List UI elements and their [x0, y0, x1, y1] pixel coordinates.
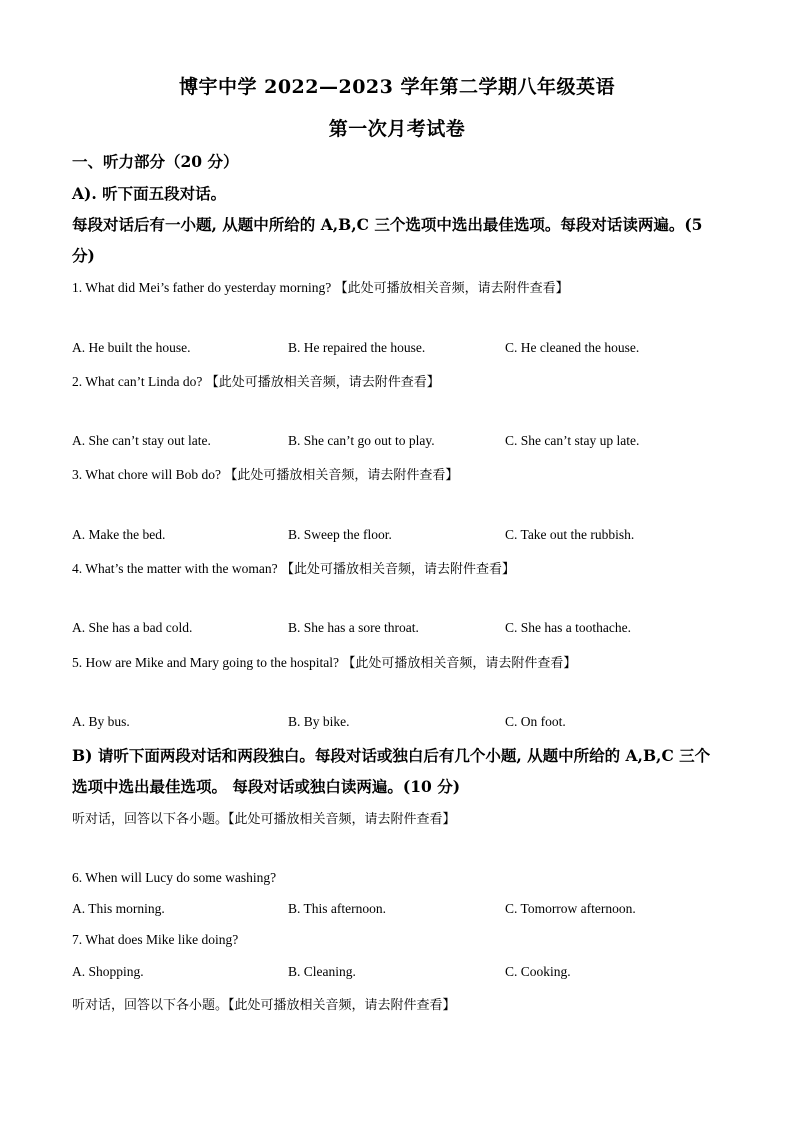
q6-option-c: C. Tomorrow afternoon.: [505, 901, 636, 916]
exam-title-line1: 博宇中学 2022—2023 学年第二学期八年级英语: [179, 76, 615, 98]
q3-option-a: A. Make the bed.: [72, 527, 166, 542]
audio-note: 【此处可播放相关音频，请去附件查看】: [334, 281, 569, 296]
audio-note: 【此处可播放相关音频，请去附件查看】: [342, 656, 577, 671]
q7-option-b: B. Cleaning.: [288, 964, 356, 979]
part-a-instruction-line2: 分): [72, 246, 95, 265]
question-stem: 5. How are Mike and Mary going to the hospital?: [72, 655, 339, 670]
q6-option-a: A. This morning.: [72, 901, 165, 916]
q1-option-a: A. He built the house.: [72, 340, 191, 355]
q3-option-b: B. Sweep the floor.: [288, 527, 392, 542]
question-3: [72, 464, 458, 483]
q1-option-c: C. He cleaned the house.: [505, 340, 640, 355]
q2-option-b: B. She can’t go out to play.: [288, 433, 435, 448]
q5-option-c: C. On foot.: [505, 714, 566, 729]
question-7: 7. What does Mike like doing?: [72, 932, 239, 947]
q5-option-a: A. By bus.: [72, 714, 130, 729]
q4-option-a: A. She has a bad cold.: [72, 620, 193, 635]
listen-note-2: 听对话，回答以下各小题。【此处可播放相关音频，请去附件查看】: [72, 998, 456, 1013]
audio-note: 【此处可播放相关音频，请去附件查看】: [280, 562, 515, 577]
question-1: [72, 277, 569, 296]
question-6: 6. When will Lucy do some washing?: [72, 870, 277, 885]
question-2: [72, 371, 440, 390]
question-stem: 1. What did Mei’s father do yesterday morning?: [72, 280, 332, 295]
question-5: [72, 652, 576, 671]
q2-option-c: C. She can’t stay up late.: [505, 433, 640, 448]
part-a-heading: A). 听下面五段对话。: [72, 184, 227, 203]
q7-option-c: C. Cooking.: [505, 964, 571, 979]
question-4: [72, 558, 515, 577]
question-stem: 2. What can’t Linda do?: [72, 374, 203, 389]
q5-option-b: B. By bike.: [288, 714, 350, 729]
q3-option-c: C. Take out the rubbish.: [505, 527, 635, 542]
section-heading-listening: 一、听力部分（20 分）: [72, 152, 239, 171]
part-a-instruction-line1: 每段对话后有一小题, 从题中所给的 A,B,C 三个选项中选出最佳选项。每段对话读两遍。(5: [72, 215, 703, 234]
audio-note: 【此处可播放相关音频，请去附件查看】: [205, 375, 440, 390]
question-stem: 4. What’s the matter with the woman?: [72, 561, 278, 576]
question-stem: 3. What chore will Bob do?: [72, 467, 221, 482]
part-b-heading-line1: B) 请听下面两段对话和两段独白。每段对话或独白后有几个小题, 从题中所给的 A,B,C 三个: [72, 746, 711, 765]
audio-note: 【此处可播放相关音频，请去附件查看】: [224, 468, 459, 483]
q6-option-b: B. This afternoon.: [288, 901, 386, 916]
listen-note-1: 听对话，回答以下各小题。【此处可播放相关音频，请去附件查看】: [72, 812, 456, 827]
part-b-heading-line2: 选项中选出最佳选项。 每段对话或独白读两遍。(10 分): [72, 777, 461, 796]
q4-option-c: C. She has a toothache.: [505, 620, 631, 635]
exam-title-line2: 第一次月考试卷: [328, 118, 466, 140]
q4-option-b: B. She has a sore throat.: [288, 620, 419, 635]
q1-option-b: B. He repaired the house.: [288, 340, 426, 355]
q7-option-a: A. Shopping.: [72, 964, 144, 979]
q2-option-a: A. She can’t stay out late.: [72, 433, 211, 448]
